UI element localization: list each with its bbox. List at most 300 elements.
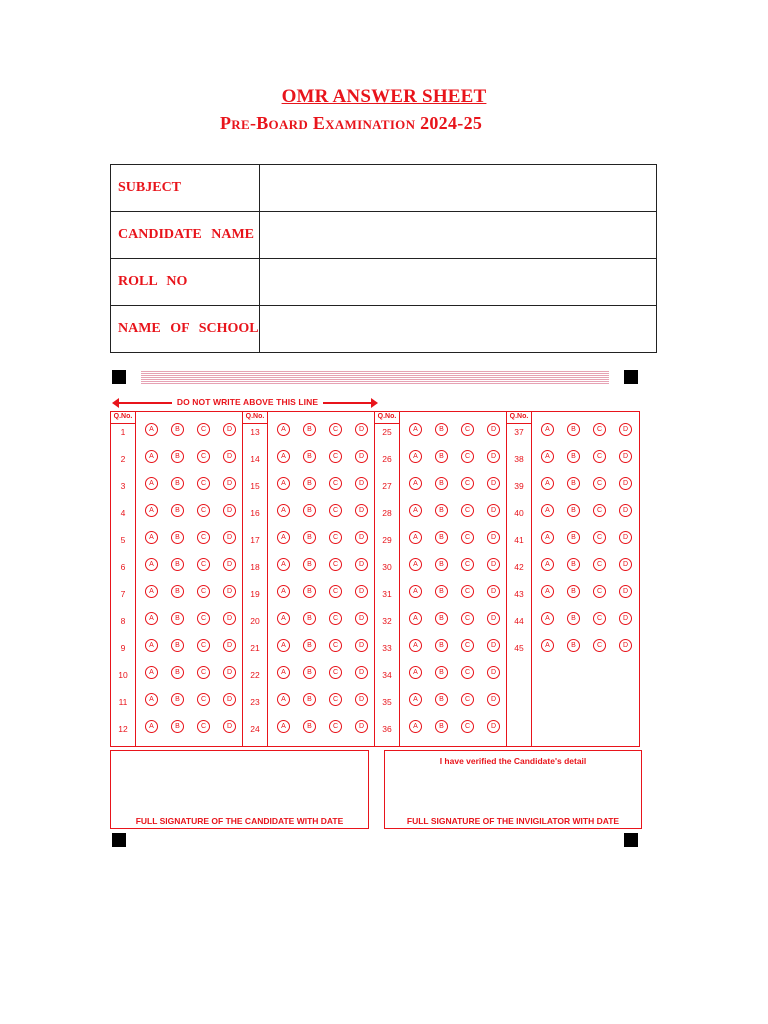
notice-line-right <box>323 402 373 404</box>
question-row <box>507 636 639 663</box>
verified-statement: I have verified the Candidate's detail <box>439 756 587 766</box>
answer-column <box>507 412 639 746</box>
answer-bubble-a[interactable]: A <box>277 666 290 679</box>
question-row <box>243 663 375 690</box>
question-number: 24 <box>250 724 260 734</box>
answer-bubble-d[interactable]: D <box>355 477 368 490</box>
answer-bubble-d[interactable]: D <box>355 585 368 598</box>
question-row <box>111 555 243 582</box>
question-row <box>243 609 375 636</box>
answer-bubble-b[interactable]: B <box>303 450 316 463</box>
answer-bubble-a[interactable]: A <box>541 558 554 571</box>
answer-bubble-b[interactable]: B <box>567 477 580 490</box>
question-row <box>243 501 375 528</box>
question-row <box>111 582 243 609</box>
question-number: 42 <box>514 562 524 572</box>
answer-bubble-b[interactable]: B <box>567 585 580 598</box>
answer-bubble-c[interactable]: C <box>329 504 342 517</box>
question-number: 19 <box>250 589 260 599</box>
question-row <box>111 528 243 555</box>
answer-bubble-c[interactable]: C <box>593 477 606 490</box>
answer-bubble-d[interactable]: D <box>355 639 368 652</box>
roll-no-field[interactable] <box>260 259 657 306</box>
question-row <box>111 501 243 528</box>
answer-bubble-d[interactable]: D <box>619 423 632 436</box>
answer-bubble-b[interactable]: B <box>567 504 580 517</box>
answer-bubble-b[interactable]: B <box>171 531 184 544</box>
answer-bubble-a[interactable]: A <box>541 612 554 625</box>
answer-bubble-c[interactable]: C <box>197 612 210 625</box>
question-number: 43 <box>514 589 524 599</box>
answer-bubble-a[interactable]: A <box>409 504 422 517</box>
question-row <box>375 663 507 690</box>
subject-field[interactable] <box>260 165 657 212</box>
answer-bubble-a[interactable]: A <box>145 720 158 733</box>
answer-bubble-d[interactable]: D <box>355 531 368 544</box>
question-number: 28 <box>382 508 392 518</box>
answer-bubble-b[interactable]: B <box>303 423 316 436</box>
answer-bubble-c[interactable]: C <box>461 585 474 598</box>
question-number: 41 <box>514 535 524 545</box>
question-row <box>111 420 243 447</box>
answer-bubble-a[interactable]: A <box>277 693 290 706</box>
question-number: 20 <box>250 616 260 626</box>
answer-bubble-b[interactable]: B <box>171 693 184 706</box>
answer-bubble-d[interactable]: D <box>487 639 500 652</box>
answer-bubble-c[interactable]: C <box>461 423 474 436</box>
question-row <box>507 582 639 609</box>
answer-bubble-d[interactable]: D <box>223 666 236 679</box>
question-number-header: Q.No. <box>113 413 133 420</box>
subject-label: SUBJECT <box>111 165 260 212</box>
answer-bubble-a[interactable]: A <box>409 612 422 625</box>
invigilator-signature-label: FULL SIGNATURE OF THE INVIGILATOR WITH DATE <box>406 816 620 826</box>
answer-bubble-d[interactable]: D <box>223 720 236 733</box>
answer-bubble-b[interactable]: B <box>567 531 580 544</box>
answer-bubble-d[interactable]: D <box>487 450 500 463</box>
answer-bubble-b[interactable]: B <box>435 531 448 544</box>
timing-mark-bottom-right <box>624 833 638 847</box>
answer-bubble-c[interactable]: C <box>329 477 342 490</box>
answer-bubble-b[interactable]: B <box>171 450 184 463</box>
question-number: 14 <box>250 454 260 464</box>
answer-bubble-a[interactable]: A <box>277 558 290 571</box>
answer-bubble-d[interactable]: D <box>619 558 632 571</box>
answer-bubble-c[interactable]: C <box>593 585 606 598</box>
answer-bubble-d[interactable]: D <box>487 666 500 679</box>
answer-bubble-d[interactable]: D <box>487 477 500 490</box>
answer-column <box>111 412 243 746</box>
answer-bubble-d[interactable]: D <box>487 693 500 706</box>
timing-mark-top-left <box>112 370 126 384</box>
answer-bubble-d[interactable]: D <box>487 585 500 598</box>
question-number-header: Q.No. <box>377 413 397 420</box>
answer-bubble-d[interactable]: D <box>223 612 236 625</box>
answer-bubble-b[interactable]: B <box>567 612 580 625</box>
question-number: 15 <box>250 481 260 491</box>
answer-bubble-c[interactable]: C <box>329 558 342 571</box>
question-row <box>111 663 243 690</box>
answer-bubble-a[interactable]: A <box>541 450 554 463</box>
question-row <box>507 609 639 636</box>
answer-bubble-a[interactable]: A <box>145 450 158 463</box>
answer-bubble-d[interactable]: D <box>223 450 236 463</box>
answer-bubble-d[interactable]: D <box>223 558 236 571</box>
answer-bubble-c[interactable]: C <box>197 531 210 544</box>
answer-bubble-a[interactable]: A <box>409 693 422 706</box>
question-number: 12 <box>118 724 128 734</box>
answer-bubble-d[interactable]: D <box>487 720 500 733</box>
answer-bubble-b[interactable]: B <box>303 720 316 733</box>
question-row <box>243 636 375 663</box>
question-number: 26 <box>382 454 392 464</box>
answer-bubble-a[interactable]: A <box>277 450 290 463</box>
answer-bubble-d[interactable]: D <box>355 504 368 517</box>
question-row <box>243 420 375 447</box>
question-number: 23 <box>250 697 260 707</box>
question-row <box>111 447 243 474</box>
answer-bubble-a[interactable]: A <box>277 585 290 598</box>
question-row <box>243 717 375 744</box>
answer-bubble-a[interactable]: A <box>145 693 158 706</box>
question-number: 38 <box>514 454 524 464</box>
question-number: 33 <box>382 643 392 653</box>
answer-bubble-a[interactable]: A <box>541 477 554 490</box>
question-number: 36 <box>382 724 392 734</box>
question-number: 11 <box>118 697 128 707</box>
arrow-right-icon <box>371 398 378 408</box>
question-row <box>375 447 507 474</box>
answer-bubble-a[interactable]: A <box>409 585 422 598</box>
answer-bubble-d[interactable]: D <box>223 477 236 490</box>
question-row <box>375 582 507 609</box>
answer-bubble-b[interactable]: B <box>303 477 316 490</box>
answer-bubble-c[interactable]: C <box>197 423 210 436</box>
answer-bubble-d[interactable]: D <box>619 639 632 652</box>
question-row <box>243 690 375 717</box>
question-row <box>375 717 507 744</box>
answer-bubble-d[interactable]: D <box>487 531 500 544</box>
answer-bubble-a[interactable]: A <box>541 504 554 517</box>
answer-bubble-a[interactable]: A <box>277 504 290 517</box>
answer-bubble-d[interactable]: D <box>487 504 500 517</box>
answer-column <box>375 412 507 746</box>
answer-bubble-a[interactable]: A <box>277 477 290 490</box>
answer-bubble-d[interactable]: D <box>223 639 236 652</box>
answer-bubble-c[interactable]: C <box>593 531 606 544</box>
answer-bubble-b[interactable]: B <box>171 558 184 571</box>
answer-bubble-d[interactable]: D <box>355 666 368 679</box>
question-number: 2 <box>120 454 126 464</box>
answer-bubble-b[interactable]: B <box>435 612 448 625</box>
answer-bubble-c[interactable]: C <box>329 612 342 625</box>
answer-bubble-b[interactable]: B <box>303 504 316 517</box>
answer-bubble-b[interactable]: B <box>171 612 184 625</box>
answer-bubble-a[interactable]: A <box>145 639 158 652</box>
answer-bubble-c[interactable]: C <box>329 666 342 679</box>
answer-bubble-c[interactable]: C <box>593 504 606 517</box>
answer-bubble-d[interactable]: D <box>355 612 368 625</box>
answer-bubble-a[interactable]: A <box>145 423 158 436</box>
question-number: 3 <box>120 481 126 491</box>
answer-bubble-c[interactable]: C <box>593 450 606 463</box>
question-row <box>507 501 639 528</box>
answer-bubble-a[interactable]: A <box>409 423 422 436</box>
question-row <box>111 609 243 636</box>
candidate-name-field[interactable] <box>260 212 657 259</box>
answer-bubble-a[interactable]: A <box>145 612 158 625</box>
answer-bubble-d[interactable]: D <box>223 531 236 544</box>
question-number: 21 <box>250 643 260 653</box>
answer-bubble-a[interactable]: A <box>145 558 158 571</box>
answer-bubble-c[interactable]: C <box>197 477 210 490</box>
question-row <box>243 474 375 501</box>
answer-bubble-b[interactable]: B <box>303 693 316 706</box>
answer-bubble-c[interactable]: C <box>329 720 342 733</box>
answer-bubble-c[interactable]: C <box>461 720 474 733</box>
do-not-write-text: DO NOT WRITE ABOVE THIS LINE <box>176 397 319 407</box>
answer-bubble-b[interactable]: B <box>303 531 316 544</box>
answer-bubble-b[interactable]: B <box>435 450 448 463</box>
answer-bubble-a[interactable]: A <box>145 504 158 517</box>
answer-bubble-a[interactable]: A <box>277 612 290 625</box>
question-number: 29 <box>382 535 392 545</box>
answer-bubble-a[interactable]: A <box>277 531 290 544</box>
info-row-roll-no <box>111 259 657 306</box>
answer-bubble-b[interactable]: B <box>303 612 316 625</box>
answer-bubble-b[interactable]: B <box>435 558 448 571</box>
answer-bubble-c[interactable]: C <box>461 450 474 463</box>
answer-bubble-b[interactable]: B <box>435 423 448 436</box>
answer-bubble-c[interactable]: C <box>461 693 474 706</box>
question-number: 32 <box>382 616 392 626</box>
question-row <box>507 474 639 501</box>
answer-bubble-b[interactable]: B <box>303 639 316 652</box>
answer-bubble-c[interactable]: C <box>329 423 342 436</box>
answer-bubble-a[interactable]: A <box>145 666 158 679</box>
question-row <box>111 690 243 717</box>
answer-bubble-d[interactable]: D <box>355 423 368 436</box>
question-number-header: Q.No. <box>509 413 529 420</box>
answer-bubble-d[interactable]: D <box>487 423 500 436</box>
answer-bubble-a[interactable]: A <box>541 639 554 652</box>
answer-bubble-b[interactable]: B <box>567 558 580 571</box>
answer-bubble-c[interactable]: C <box>329 531 342 544</box>
answer-bubble-a[interactable]: A <box>145 531 158 544</box>
answer-bubble-d[interactable]: D <box>619 585 632 598</box>
answer-bubble-c[interactable]: C <box>461 639 474 652</box>
answer-bubble-b[interactable]: B <box>171 477 184 490</box>
question-row <box>375 420 507 447</box>
question-number: 30 <box>382 562 392 572</box>
question-number: 25 <box>382 427 392 437</box>
answer-bubble-d[interactable]: D <box>619 531 632 544</box>
answer-bubble-a[interactable]: A <box>409 558 422 571</box>
answer-bubble-b[interactable]: B <box>303 558 316 571</box>
answer-bubble-b[interactable]: B <box>171 423 184 436</box>
question-row <box>375 501 507 528</box>
answer-bubble-c[interactable]: C <box>197 720 210 733</box>
answer-bubble-b[interactable]: B <box>303 585 316 598</box>
question-row <box>375 609 507 636</box>
question-number: 40 <box>514 508 524 518</box>
answer-bubble-d[interactable]: D <box>223 585 236 598</box>
answer-bubble-a[interactable]: A <box>145 585 158 598</box>
answer-bubble-c[interactable]: C <box>593 639 606 652</box>
answer-bubble-d[interactable]: D <box>619 504 632 517</box>
school-name-label: NAME OF SCHOOL <box>111 306 260 353</box>
answer-bubble-b[interactable]: B <box>567 450 580 463</box>
answer-bubble-c[interactable]: C <box>461 558 474 571</box>
scan-stripe-band <box>141 371 609 385</box>
answer-bubble-a[interactable]: A <box>409 450 422 463</box>
answer-bubble-a[interactable]: A <box>277 639 290 652</box>
answer-bubble-c[interactable]: C <box>461 477 474 490</box>
answer-bubble-b[interactable]: B <box>435 720 448 733</box>
question-row <box>507 447 639 474</box>
answer-bubble-b[interactable]: B <box>435 639 448 652</box>
answer-bubble-a[interactable]: A <box>277 423 290 436</box>
answer-bubble-a[interactable]: A <box>541 585 554 598</box>
answer-bubble-b[interactable]: B <box>567 639 580 652</box>
question-number: 44 <box>514 616 524 626</box>
answer-bubble-a[interactable]: A <box>409 477 422 490</box>
answer-grid <box>110 411 640 747</box>
question-number: 18 <box>250 562 260 572</box>
answer-bubble-a[interactable]: A <box>145 477 158 490</box>
question-row <box>111 717 243 744</box>
roll-no-label: ROLL NO <box>111 259 260 306</box>
answer-bubble-d[interactable]: D <box>355 450 368 463</box>
answer-bubble-c[interactable]: C <box>593 612 606 625</box>
answer-bubble-a[interactable]: A <box>409 720 422 733</box>
answer-bubble-d[interactable]: D <box>355 693 368 706</box>
info-row-candidate-name <box>111 212 657 259</box>
invigilator-signature-box[interactable] <box>384 750 642 829</box>
question-number: 13 <box>250 427 260 437</box>
answer-bubble-c[interactable]: C <box>197 639 210 652</box>
question-row <box>243 555 375 582</box>
question-number: 6 <box>120 562 126 572</box>
question-number-header: Q.No. <box>245 413 265 420</box>
answer-bubble-a[interactable]: A <box>541 423 554 436</box>
answer-bubble-d[interactable]: D <box>619 477 632 490</box>
answer-bubble-c[interactable]: C <box>329 693 342 706</box>
question-row <box>111 474 243 501</box>
candidate-signature-label: FULL SIGNATURE OF THE CANDIDATE WITH DATE <box>135 816 344 826</box>
answer-bubble-c[interactable]: C <box>197 450 210 463</box>
question-row <box>375 555 507 582</box>
sheet-title: OMR ANSWER SHEET <box>281 86 487 107</box>
question-number: 17 <box>250 535 260 545</box>
question-row <box>243 582 375 609</box>
question-row <box>507 420 639 447</box>
question-number: 35 <box>382 697 392 707</box>
answer-bubble-d[interactable]: D <box>223 423 236 436</box>
question-number: 22 <box>250 670 260 680</box>
question-number: 1 <box>120 427 126 437</box>
notice-line-left <box>116 402 172 404</box>
answer-bubble-d[interactable]: D <box>355 558 368 571</box>
question-number: 5 <box>120 535 126 545</box>
answer-bubble-c[interactable]: C <box>197 558 210 571</box>
answer-bubble-b[interactable]: B <box>171 585 184 598</box>
answer-bubble-d[interactable]: D <box>619 450 632 463</box>
question-number: 37 <box>514 427 524 437</box>
answer-bubble-c[interactable]: C <box>197 585 210 598</box>
question-row <box>375 528 507 555</box>
question-row <box>243 447 375 474</box>
answer-bubble-a[interactable]: A <box>409 666 422 679</box>
question-number: 27 <box>382 481 392 491</box>
question-row <box>111 636 243 663</box>
answer-bubble-b[interactable]: B <box>435 585 448 598</box>
answer-bubble-d[interactable]: D <box>223 504 236 517</box>
answer-bubble-c[interactable]: C <box>329 639 342 652</box>
answer-bubble-b[interactable]: B <box>567 423 580 436</box>
question-row <box>375 474 507 501</box>
answer-bubble-c[interactable]: C <box>197 666 210 679</box>
answer-bubble-c[interactable]: C <box>329 450 342 463</box>
answer-bubble-b[interactable]: B <box>435 477 448 490</box>
answer-bubble-a[interactable]: A <box>409 531 422 544</box>
answer-bubble-b[interactable]: B <box>171 639 184 652</box>
answer-bubble-b[interactable]: B <box>435 666 448 679</box>
school-name-field[interactable] <box>260 306 657 353</box>
question-number: 4 <box>120 508 126 518</box>
candidate-signature-box[interactable] <box>110 750 369 829</box>
question-number: 31 <box>382 589 392 599</box>
answer-bubble-d[interactable]: D <box>223 693 236 706</box>
answer-bubble-c[interactable]: C <box>593 558 606 571</box>
question-row <box>243 528 375 555</box>
answer-bubble-b[interactable]: B <box>303 666 316 679</box>
answer-bubble-d[interactable]: D <box>619 612 632 625</box>
answer-bubble-c[interactable]: C <box>197 504 210 517</box>
answer-bubble-c[interactable]: C <box>197 693 210 706</box>
answer-column <box>243 412 375 746</box>
do-not-write-notice <box>112 397 378 409</box>
answer-bubble-d[interactable]: D <box>487 612 500 625</box>
question-number: 16 <box>250 508 260 518</box>
answer-bubble-b[interactable]: B <box>435 693 448 706</box>
answer-bubble-d[interactable]: D <box>355 720 368 733</box>
answer-bubble-a[interactable]: A <box>409 639 422 652</box>
answer-bubble-a[interactable]: A <box>541 531 554 544</box>
answer-bubble-c[interactable]: C <box>461 531 474 544</box>
info-row-subject <box>111 165 657 212</box>
answer-bubble-b[interactable]: B <box>171 504 184 517</box>
question-number: 8 <box>120 616 126 626</box>
answer-bubble-c[interactable]: C <box>461 666 474 679</box>
candidate-info-table <box>110 164 657 353</box>
question-number: 34 <box>382 670 392 680</box>
question-number: 39 <box>514 481 524 491</box>
answer-bubble-a[interactable]: A <box>277 720 290 733</box>
answer-bubble-b[interactable]: B <box>435 504 448 517</box>
answer-bubble-c[interactable]: C <box>461 612 474 625</box>
answer-bubble-c[interactable]: C <box>593 423 606 436</box>
info-row-school <box>111 306 657 353</box>
answer-bubble-c[interactable]: C <box>461 504 474 517</box>
answer-bubble-b[interactable]: B <box>171 720 184 733</box>
question-number: 7 <box>120 589 126 599</box>
timing-mark-top-right <box>624 370 638 384</box>
answer-bubble-c[interactable]: C <box>329 585 342 598</box>
candidate-name-label: CANDIDATE NAME <box>111 212 260 259</box>
answer-bubble-b[interactable]: B <box>171 666 184 679</box>
answer-bubble-d[interactable]: D <box>487 558 500 571</box>
